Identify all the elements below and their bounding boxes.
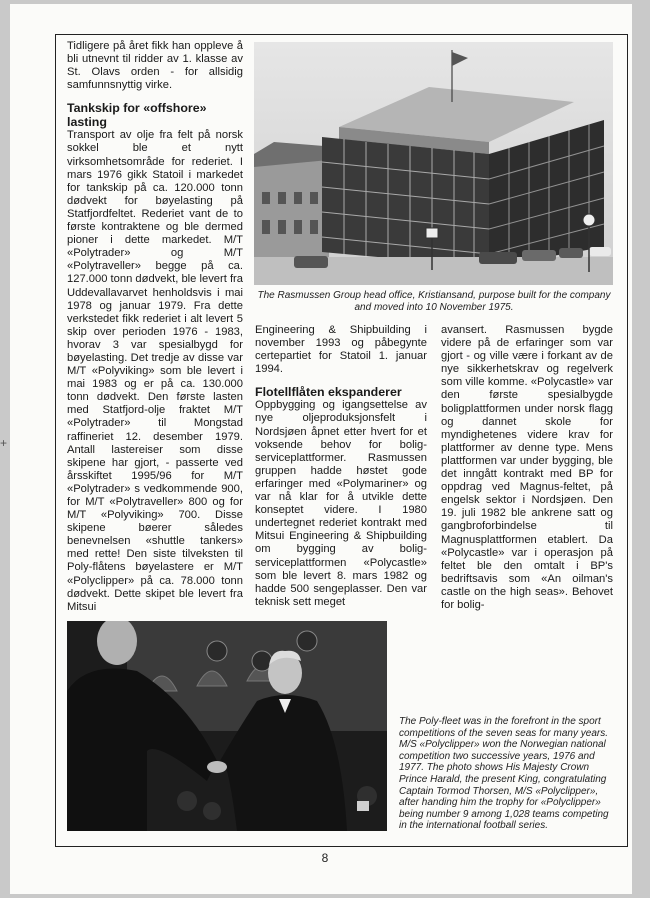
article-column-1 xyxy=(67,40,243,614)
article-column-3 xyxy=(441,324,613,612)
article-column-2 xyxy=(255,324,427,609)
body-paragraph-tankers: Transport av olje fra felt på norsk sokkel ble et nytt virksomhetsområde for rederiet. I mars 1976 gikk Statoil i markedet for tankskip på ca. 120.000 tonn dødvekt for bøyelasting på Statfjordfeltet. Rederiet vant de to første kontraktene og ble dermed pioner i dette markedet. M/T «Polytrader» og M/T «Polytraveller» begge på ca. 127.000 tonn dødvekt, ble levert fra Uddevallavarvet henholdsvis i mai 1978 og januar 1979. Fra dette verkstedet fikk rederiet i alt levert 5 skip over perioden 1976 - 1983, hvorav 3 var spesialbygd for bøyelasting. Det tredje av disse var M/T «Polyviking» som ble levert i mai 1983 og er på ca. 130.000 tonn dødvekt. Den første lasten med Statfjord-olje fraktet M/T «Polytrader» til Mongstad raffineriet 12. desember 1979. Antall lastereiser som disse skipene har gjort, - passerte ved årsskiftet 1995/96 for M/T «Polytrader» s vedkommende 900, for M/T «Polytraveller» 800 og for M/T «Polyviking» 700. Disse skipene bøerer således benevnelsen «shuttle tankers» med rette! Den siste tilveksten til Poly-flåtens bøyelastere er M/T «Polyclipper» på ca. 78.000 tonn dødvekt. Dette skipet ble levert fra Mitsui xyxy=(67,129,244,613)
head-office-caption: The Rasmussen Group head office, Kristiansand, purpose built for the company and moved into 10 November 1975. xyxy=(257,290,611,313)
intro-paragraph: Tidligere på året fikk han oppleve å bli utnevnt til ridder av 1. klasse av St. Olavs orden - for allsidig samfunnsnyttig virke. xyxy=(67,40,243,92)
section-heading-flotel: Flotellflåten ekspanderer xyxy=(255,385,402,400)
handshake-caption: The Poly-fleet was in the forefront in the sport competitions of the seven seas for many years. M/S «Polyclipper» won the Norwegian national competition two successive years, 1976 and 1977. The photo shows His Majesty Crown Prince Harald, the present King, congratulating Captain Tormod Thorsen, M/S «Polyclipper», after handing him the trophy for «Polyclipper» being number 9 among 1,028 teams competing in the international football series. xyxy=(399,716,609,832)
body-paragraph-polyclipper: Engineering & Shipbuilding i november 1993 og påbegynte certepartiet for Statoil 1. januar 1994. xyxy=(255,324,427,376)
head-office-photo xyxy=(254,42,613,285)
handshake-photo xyxy=(67,621,387,831)
body-paragraph-flotel: Oppbygging og igangsettelse av nye oljeproduksjonsfelt i Nordsjøen åpnet etter hvert for et voksende behov for bolig-serviceplattformer. Rasmussen gruppen hadde høstet gode erfaringer med «Polymariner» og var nå klar for å utvikle dette konseptet videre. I 1980 undertegnet rederiet kontrakt med Mitsui Engineering & Shipbuilding om bygging av bolig-serviceplattformen «Polycastle» som ble levert 8. mars 1982 og hadde 500 sengeplasser. Den var teknisk sett meget xyxy=(255,399,427,608)
registration-mark: + xyxy=(0,436,8,450)
body-paragraph-polycastle: avansert. Rasmussen bygde videre på de erfaringer som var gjort - og ville være i forkant av de nye sikkerhetskrav og regelverk som ville komme. «Polycastle» var den første spesialbygde boligplattformen under norsk flagg og dannet skole for myndighetenes videre krav for plattformer av denne type. Mens plattformen var under bygging, ble det inngått kontrakt med BP for oppdrag ved Magnus-feltet, på engelsk sektor i Nordsjøen. Den 19. juli 1982 ble ankrene satt og gangbroforbindelse til Magnusplattformen etablert. Da «Polycastle» var i operasjon på feltet ble den omtalt i BP's bedriftsavis som «An oilman's castle on the high seas». Behovet for bolig- xyxy=(441,324,613,611)
section-heading-tankers: Tankskip for «offshore» lasting xyxy=(67,101,207,130)
page-number: 8 xyxy=(321,851,329,865)
